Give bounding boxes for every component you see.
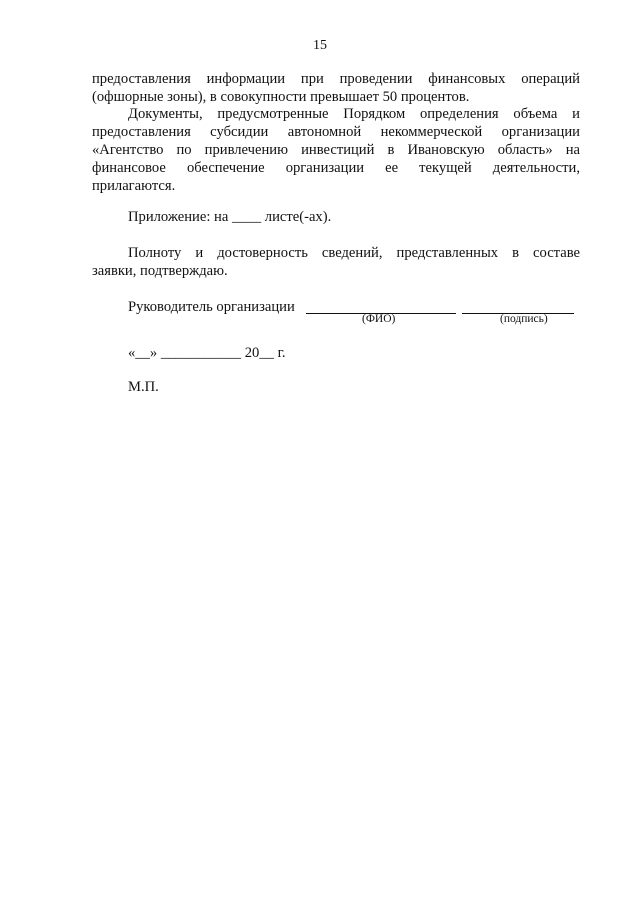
paragraph-line: (офшорные зоны), в совокупности превышает 50 процентов.: [92, 89, 470, 105]
paragraph-line: предоставления субсидии автономной некоммерческой организации: [92, 124, 580, 140]
paragraph-line: «Агентство по привлечению инвестиций в Ивановскую область» на: [92, 142, 580, 158]
paragraph-line: заявки, подтверждаю.: [92, 263, 228, 279]
paragraph-line: прилагаются.: [92, 178, 176, 194]
appendix-line: Приложение: на ____ листе(-ах).: [128, 209, 332, 225]
paragraph-line: предоставления информации при проведении финансовых операций: [92, 71, 580, 87]
paragraph-offshore: [92, 70, 580, 106]
paragraph-documents: [92, 105, 580, 195]
paragraph-line: Полноту и достоверность сведений, представленных в составе: [128, 245, 580, 261]
sign-caption: (подпись): [500, 313, 548, 325]
date-line: «__» ___________ 20__ г.: [128, 345, 286, 361]
fio-caption: (ФИО): [362, 313, 396, 325]
page-number: 15: [313, 38, 327, 53]
signature-label: Руководитель организации: [128, 299, 295, 315]
paragraph-line: Документы, предусмотренные Порядком определения объема и: [128, 106, 580, 122]
stamp-place-label: М.П.: [128, 379, 159, 395]
confirmation-paragraph: [92, 244, 580, 280]
paragraph-line: финансовое обеспечение организации ее текущей деятельности,: [92, 160, 580, 176]
